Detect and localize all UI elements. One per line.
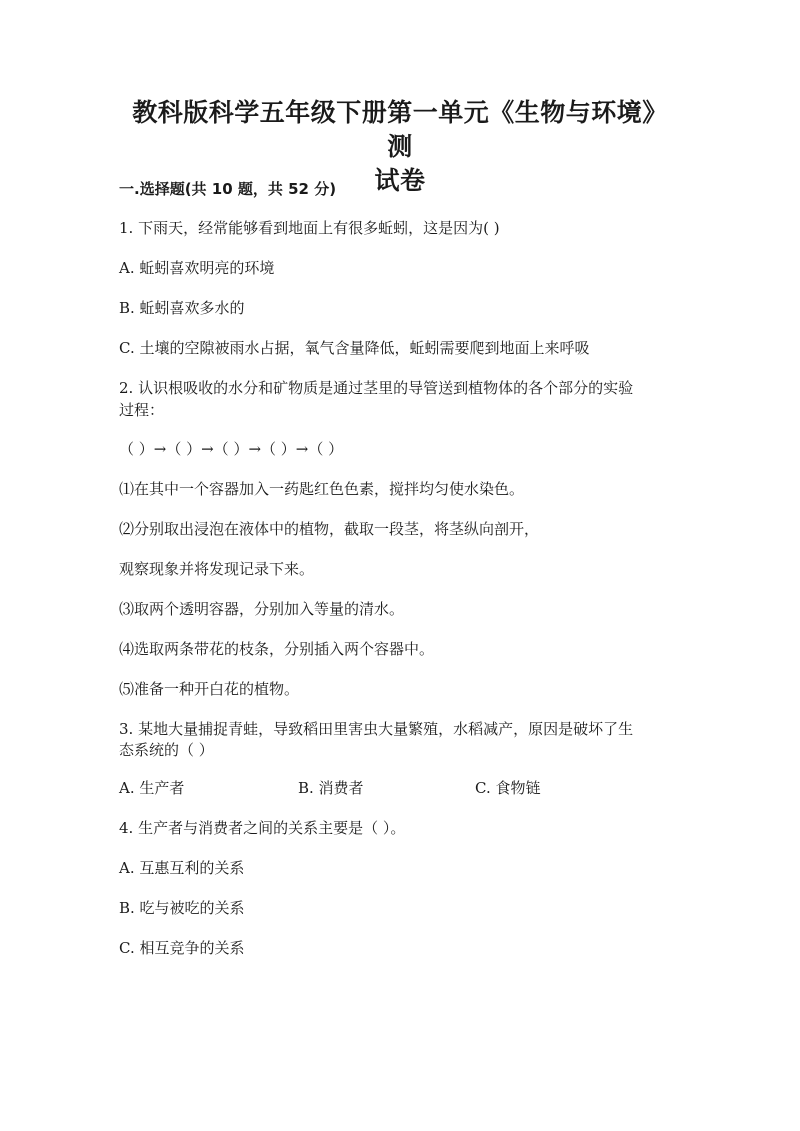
question-2-sequence: （ ）→（ ）→（ ）→（ ）→（ ） xyxy=(119,440,344,458)
question-4-option-a: A. 互惠互利的关系 xyxy=(119,859,245,877)
question-4-option-c: C. 相互竞争的关系 xyxy=(119,939,245,957)
question-2-step-2-continued: 观察现象并将发现记录下来。 xyxy=(119,560,315,578)
title-line-2: 试卷 xyxy=(374,166,426,195)
question-3-stem-line-1: 3. 某地大量捕捉青蛙，导致稻田里害虫大量繁殖，水稻减产，原因是破坏了生 xyxy=(119,720,634,738)
question-3-option-c: C. 食物链 xyxy=(475,779,541,797)
question-1-option-b: B. 蚯蚓喜欢多水的 xyxy=(119,299,245,317)
question-3-option-b: B. 消费者 xyxy=(298,779,364,797)
question-2-step-2: ⑵分别取出浸泡在液体中的植物，截取一段茎，将茎纵向剖开， xyxy=(119,520,540,538)
question-2-step-4: ⑷选取两条带花的枝条，分别插入两个容器中。 xyxy=(119,640,435,658)
question-4-stem: 4. 生产者与消费者之间的关系主要是（ ）。 xyxy=(119,819,406,837)
question-2-stem-line-2: 过程： xyxy=(119,401,165,419)
question-2-stem-line-1: 2. 认识根吸收的水分和矿物质是通过茎里的导管送到植物体的各个部分的实验 xyxy=(119,379,634,397)
question-3-option-a: A. 生产者 xyxy=(119,779,185,797)
section-heading: 一.选择题(共 10 题，共 52 分) xyxy=(119,180,337,198)
question-4-option-b: B. 吃与被吃的关系 xyxy=(119,899,245,917)
title-line-1: 教科版科学五年级下册第一单元《生物与环境》测 xyxy=(132,98,668,161)
question-3-stem-line-2: 态系统的（ ） xyxy=(119,741,214,759)
question-1-stem: 1. 下雨天，经常能够看到地面上有很多蚯蚓，这是因为( ) xyxy=(119,219,500,237)
question-2-step-5: ⑸准备一种开白花的植物。 xyxy=(119,680,300,698)
question-1-option-a: A. 蚯蚓喜欢明亮的环境 xyxy=(119,259,275,277)
question-2-step-1: ⑴在其中一个容器加入一药匙红色色素，搅拌均匀使水染色。 xyxy=(119,480,525,498)
question-1-option-c: C. 土壤的空隙被雨水占据，氧气含量降低，蚯蚓需要爬到地面上来呼吸 xyxy=(119,339,590,357)
question-2-step-3: ⑶取两个透明容器，分别加入等量的清水。 xyxy=(119,600,405,618)
